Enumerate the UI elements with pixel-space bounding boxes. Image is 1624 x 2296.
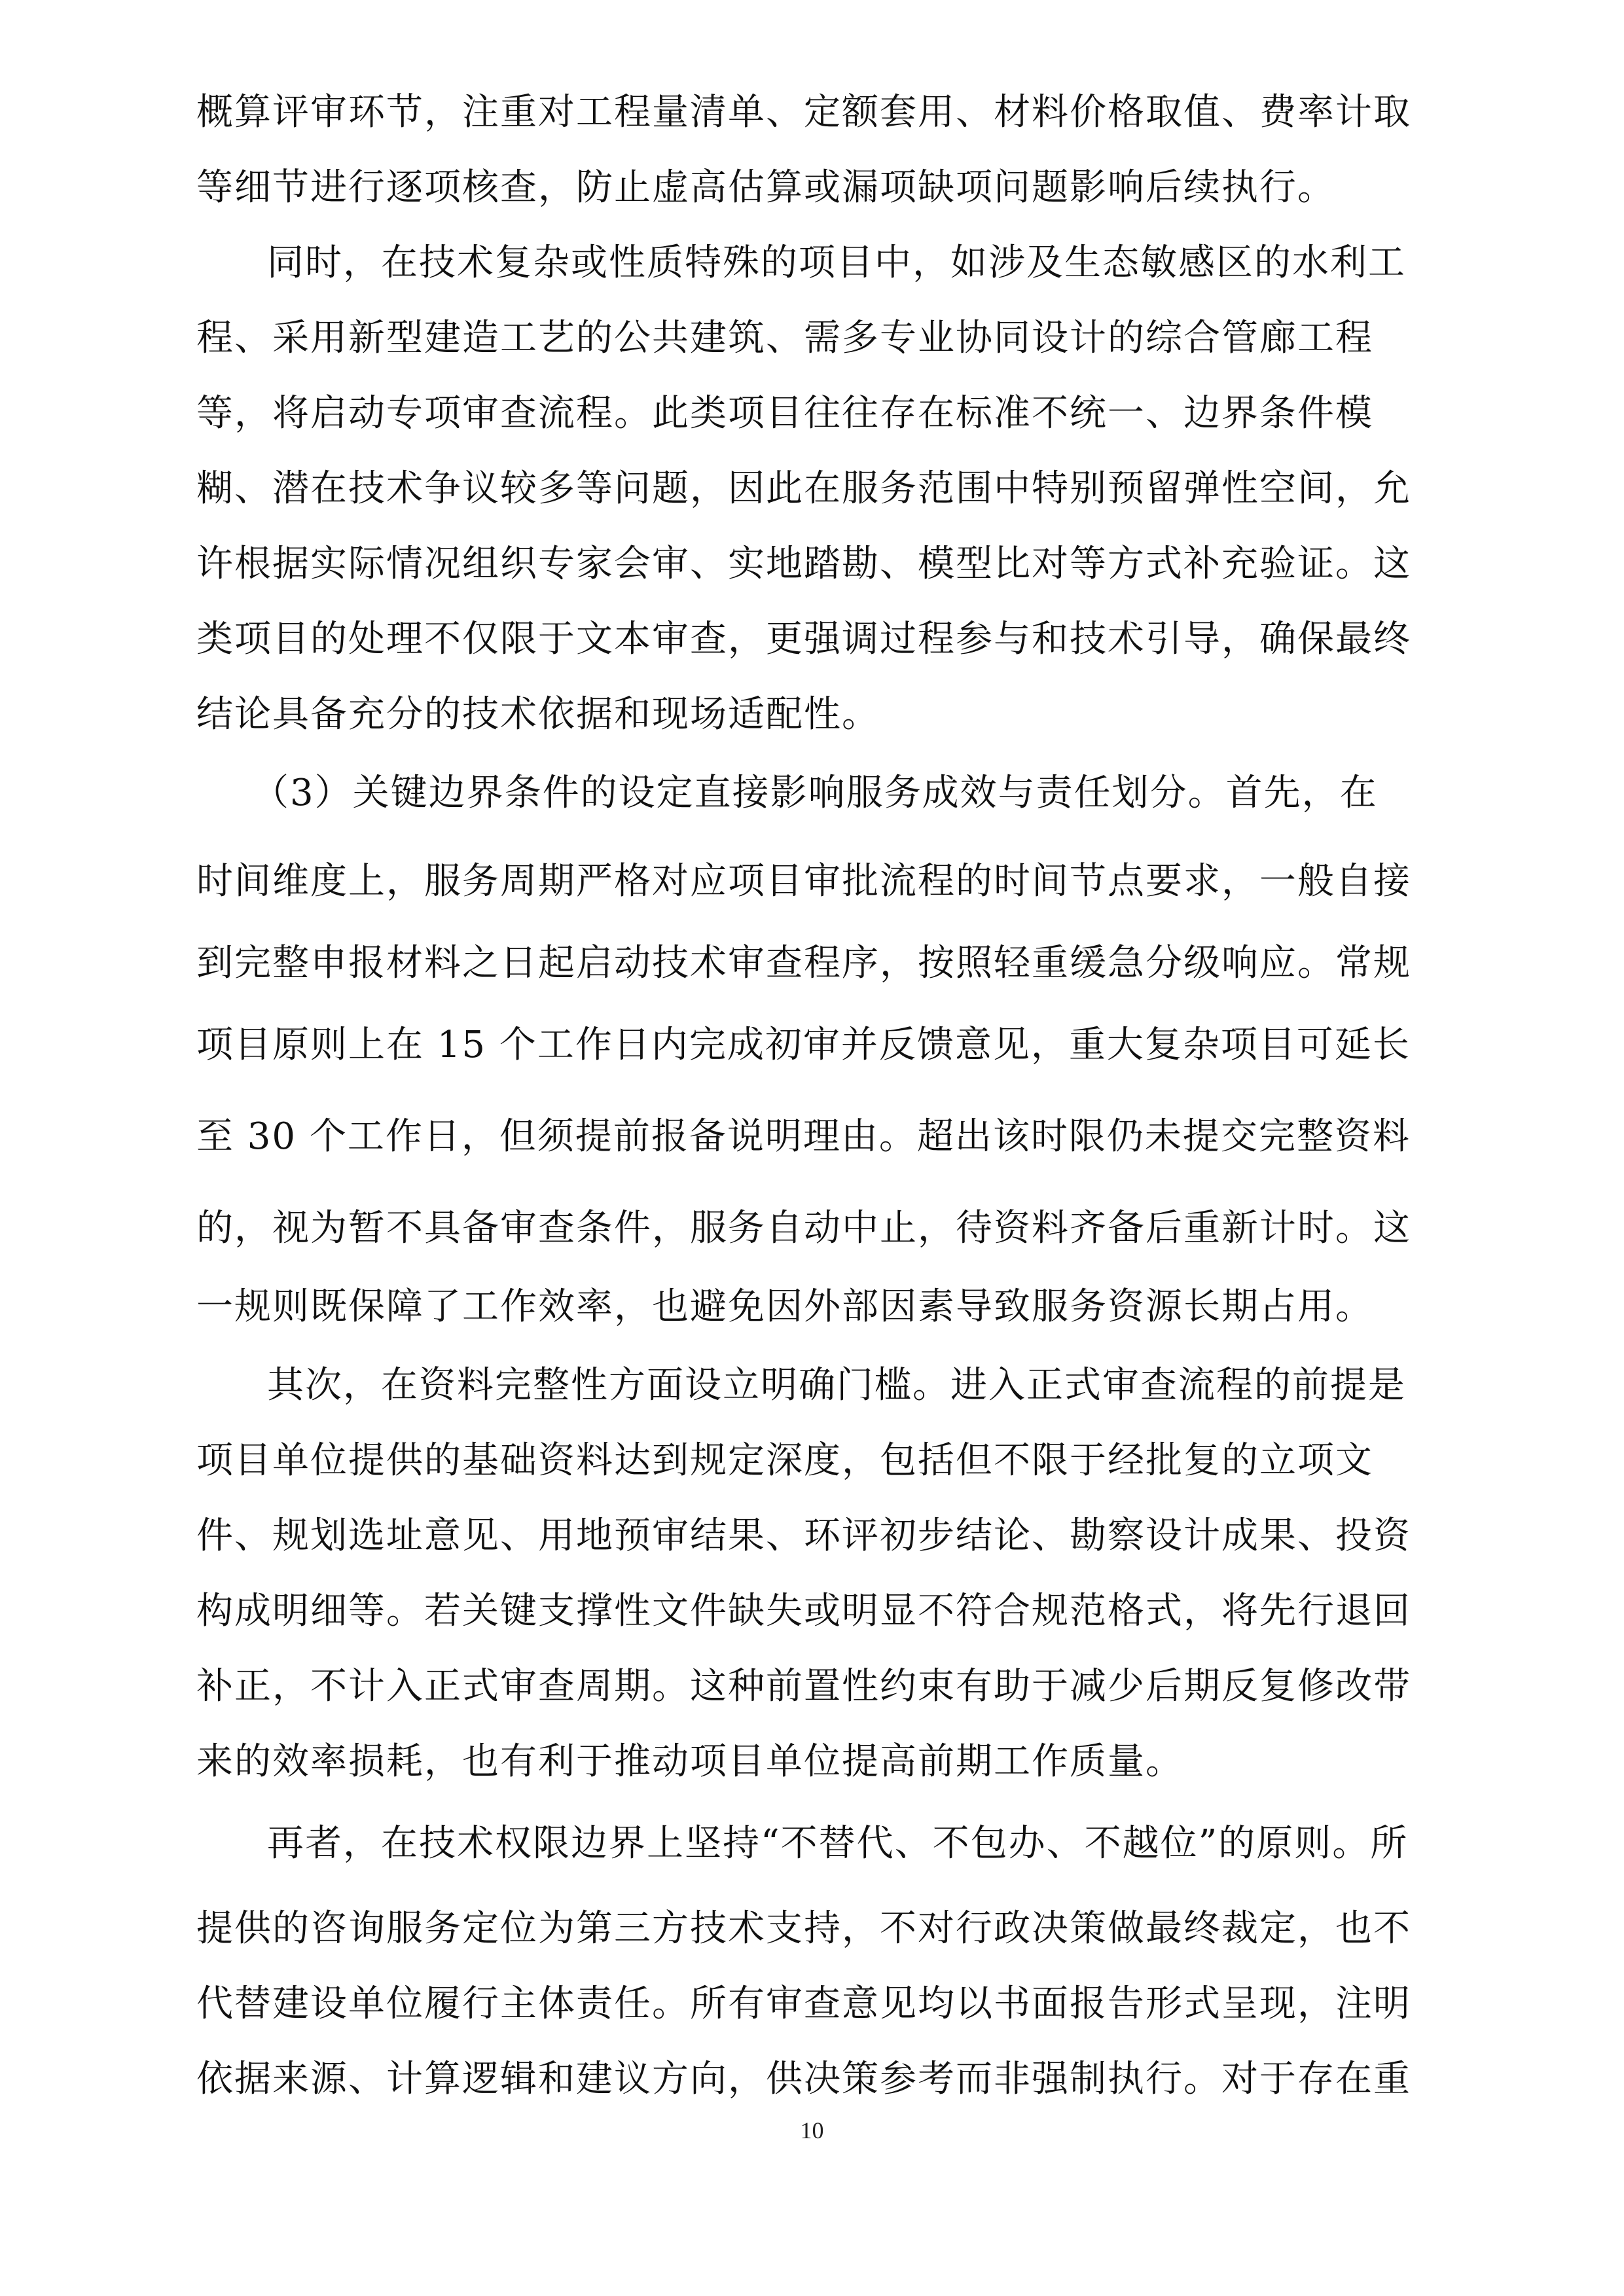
text-line: 依据来源、计算逻辑和建议方向，供决策参考而非强制执行。对于存在重: [196, 2058, 1411, 2100]
text-line: 构成明细等。若关键支撑性文件缺失或明显不符合规范格式，将先行退回: [196, 1590, 1411, 1632]
text-line: 再者，在技术权限边界上坚持“不替代、不包办、不越位”的原则。所: [267, 1822, 1409, 1865]
text-line: 来的效率损耗，也有利于推动项目单位提高前期工作质量。: [196, 1740, 1183, 1783]
text-line: 时间维度上，服务周期严格对应项目审批流程的时间节点要求，一般自接: [196, 860, 1411, 903]
text-line: 到完整申报材料之日起启动技术审查程序，按照轻重缓急分级响应。常规: [196, 942, 1411, 984]
text-line: （3）关键边界条件的设定直接影响服务成效与责任划分。首先，在: [252, 772, 1378, 814]
text-line: 同时，在技术复杂或性质特殊的项目中，如涉及生态敏感区的水利工: [267, 242, 1406, 284]
text-line: 等，将启动专项审查流程。此类项目往往存在标准不统一、边界条件模: [196, 392, 1373, 435]
text-line: 至 30 个工作日，但须提前报备说明理由。超出该时限仍未提交完整资料: [196, 1115, 1411, 1158]
text-line: 类项目的处理不仅限于文本审查，更强调过程参与和技术引导，确保最终: [196, 618, 1411, 660]
text-line: 许根据实际情况组织专家会审、实地踏勘、模型比对等方式补充验证。这: [196, 543, 1411, 585]
text-line: 结论具备充分的技术依据和现场适配性。: [196, 693, 880, 736]
text-line: 件、规划选址意见、用地预审结果、环评初步结论、勘察设计成果、投资: [196, 1515, 1411, 1557]
page-number: 10: [800, 2117, 824, 2144]
text-line: 提供的咨询服务定位为第三方技术支持，不对行政决策做最终裁定，也不: [196, 1907, 1411, 1950]
text-line: 代替建设单位履行主体责任。所有审查意见均以书面报告形式呈现，注明: [196, 1982, 1411, 2025]
text-line: 项目原则上在 15 个工作日内完成初审并反馈意见，重大复杂项目可延长: [196, 1024, 1411, 1066]
text-line: 其次，在资料完整性方面设立明确门槛。进入正式审查流程的前提是: [267, 1364, 1406, 1407]
text-line: 糊、潜在技术争议较多等问题，因此在服务范围中特别预留弹性空间，允: [196, 467, 1411, 510]
text-line: 项目单位提供的基础资料达到规定深度，包括但不限于经批复的立项文: [196, 1439, 1373, 1482]
text-line: 程、采用新型建造工艺的公共建筑、需多专业协同设计的综合管廊工程: [196, 317, 1373, 359]
text-line: 概算评审环节，注重对工程量清单、定额套用、材料价格取值、费率计取: [196, 91, 1411, 134]
text-line: 补正，不计入正式审查周期。这种前置性约束有助于减少后期反复修改带: [196, 1665, 1411, 1708]
text-line: 等细节进行逐项核查，防止虚高估算或漏项缺项问题影响后续执行。: [196, 166, 1335, 209]
text-line: 的，视为暂不具备审查条件，服务自动中止，待资料齐备后重新计时。这: [196, 1207, 1411, 1249]
text-line: 一规则既保障了工作效率，也避免因外部因素导致服务资源长期占用。: [196, 1285, 1373, 1328]
